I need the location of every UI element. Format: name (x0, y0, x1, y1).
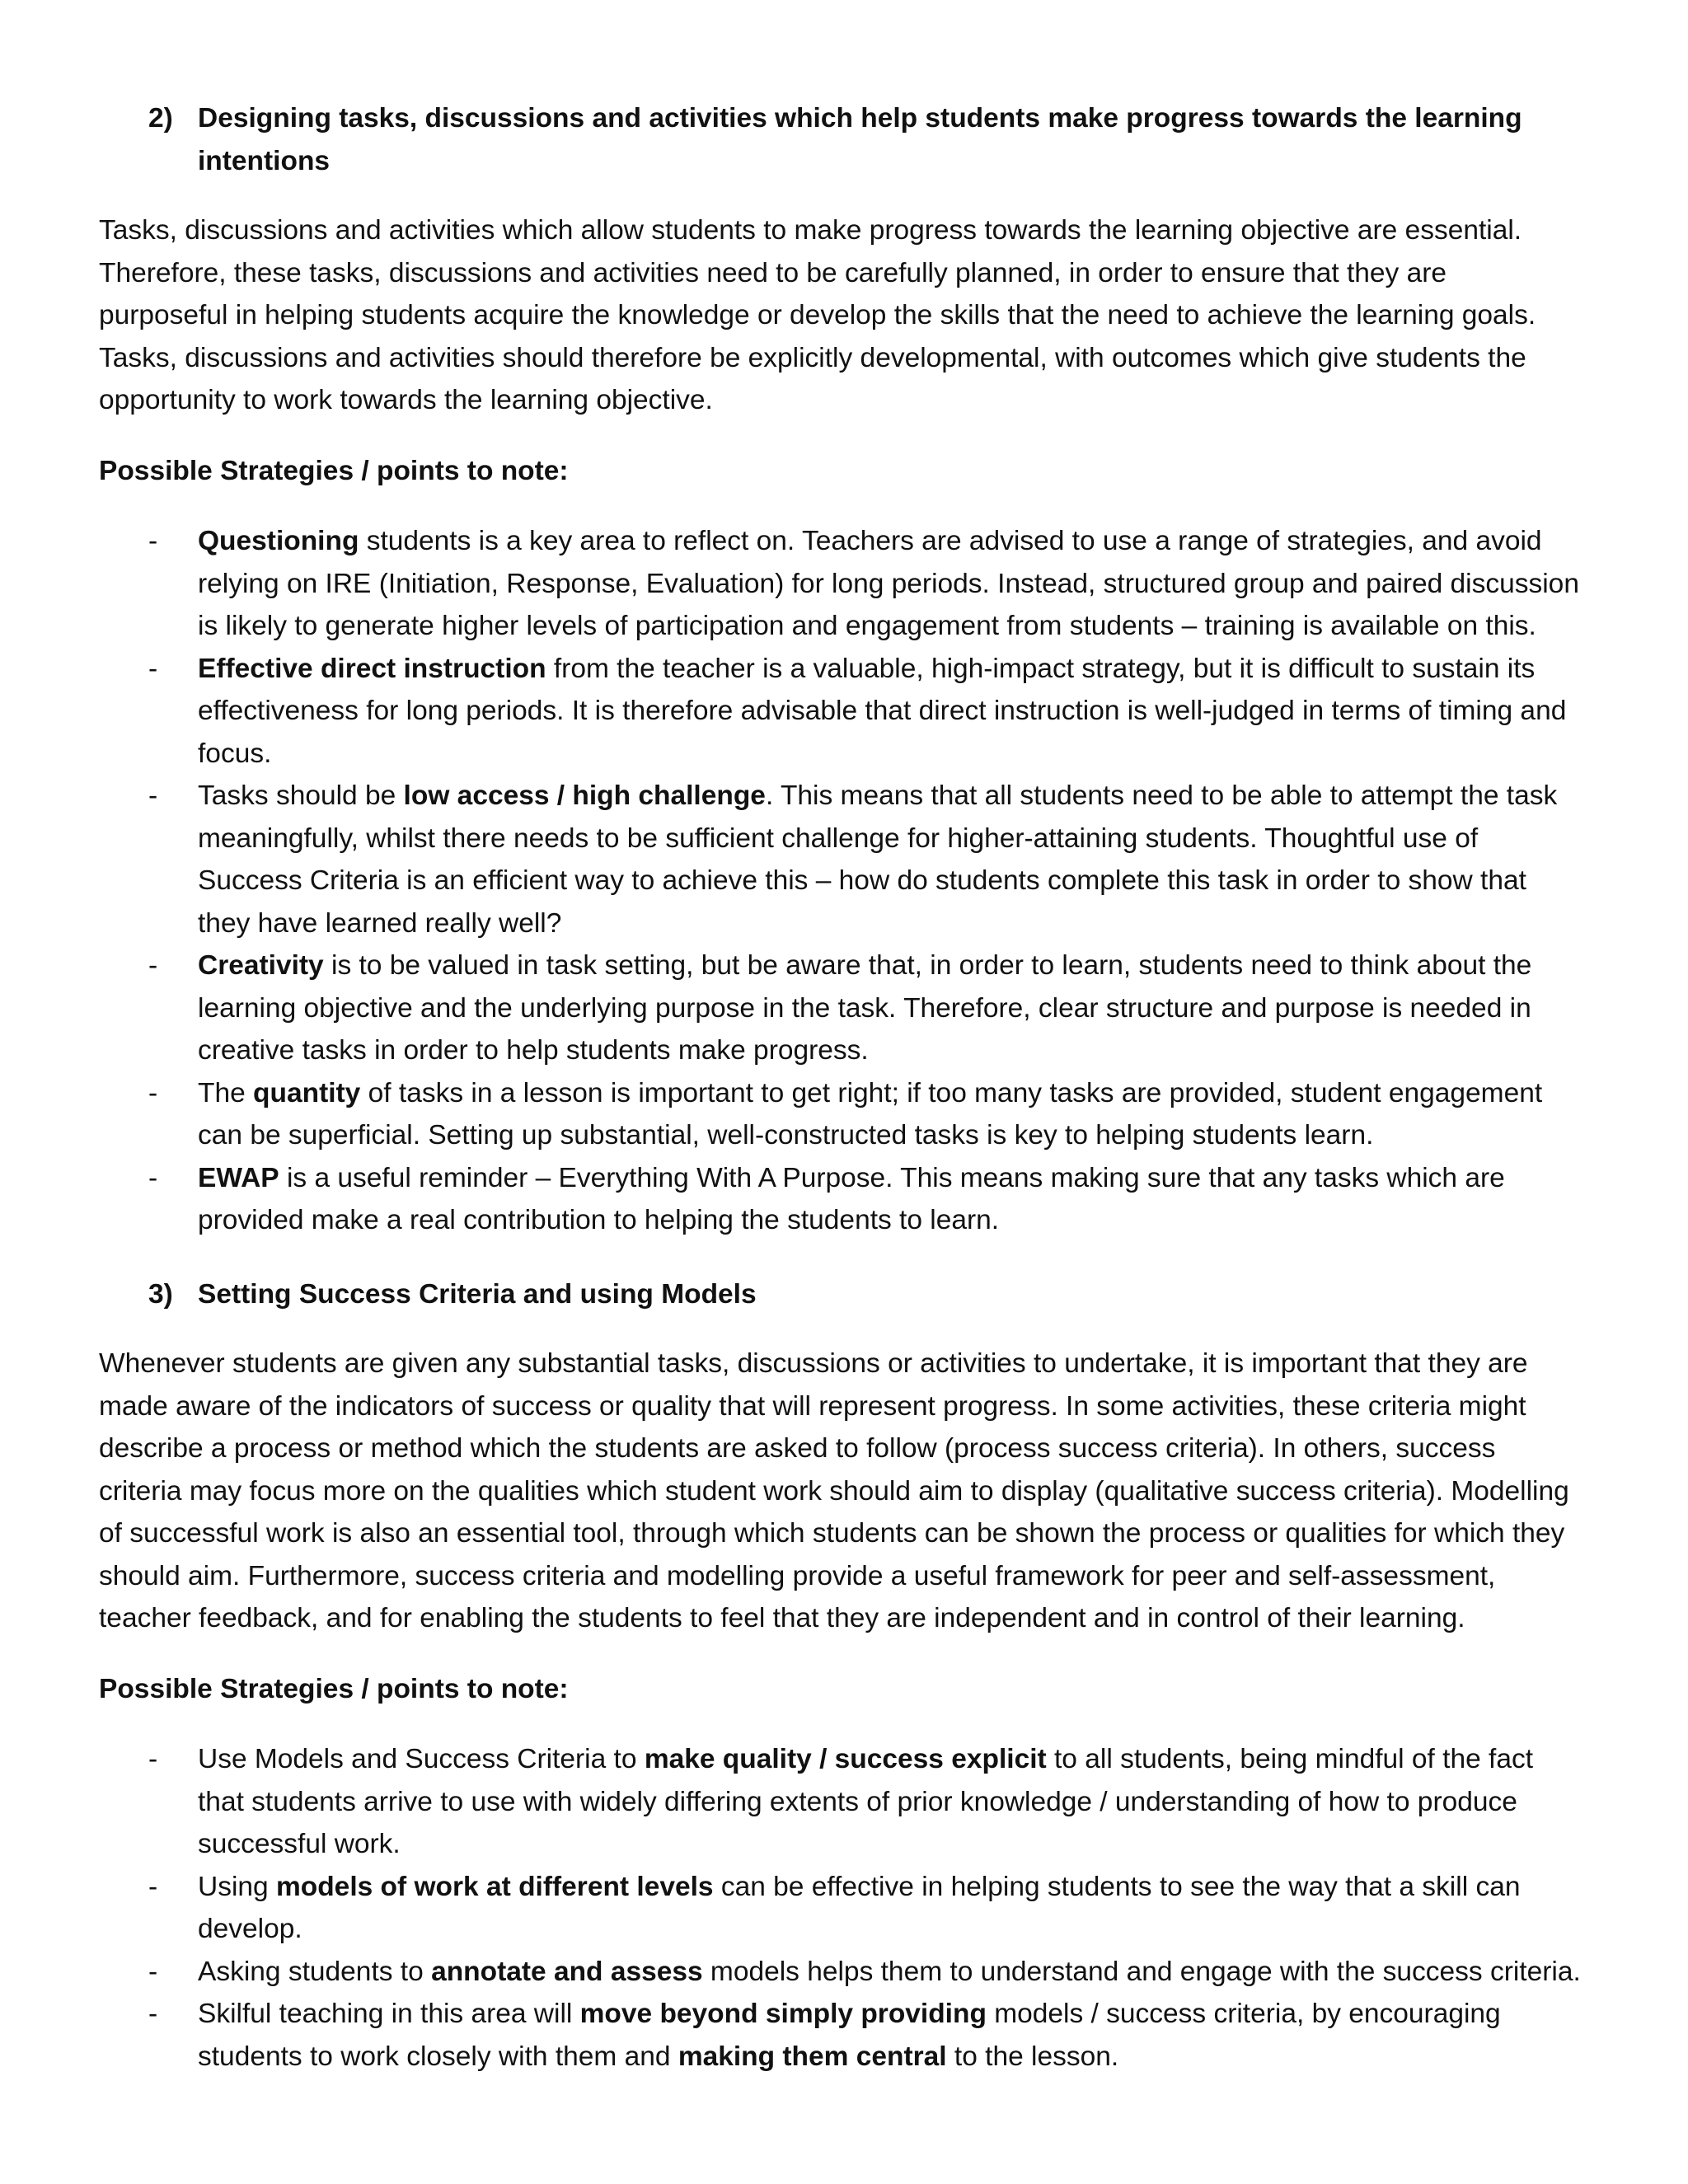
section-3-title: Setting Success Criteria and using Models (198, 1278, 757, 1310)
list-item: - Using models of work at different levels can be effective in helping students to see the way that a skill can develop. (99, 1866, 1582, 1951)
section-2-heading (148, 97, 1582, 182)
section-3-bullet-list (99, 1738, 1582, 2078)
section-3-heading (148, 1273, 1582, 1316)
bullet-keyword: annotate and assess (431, 1956, 703, 1987)
bullet-marker: - (148, 950, 158, 981)
bullet-keyword: EWAP (198, 1162, 279, 1193)
list-item: - Use Models and Success Criteria to make quality / success explicit to all students, being mindful of the fact that students arrive to use with widely differing extents of prior knowledge / understanding of how to produce successful work. (99, 1738, 1582, 1866)
bullet-keyword: low access / high challenge (403, 780, 766, 811)
bullet-marker: - (148, 526, 158, 556)
bullet-marker: - (148, 653, 158, 684)
bullet-marker: - (148, 1162, 158, 1193)
bullet-marker: - (148, 780, 158, 811)
bullet-keyword: quantity (253, 1077, 361, 1108)
bullet-keyword: making them central (678, 2041, 947, 2072)
document-page (99, 97, 1582, 2109)
section-2-bullet-list (99, 520, 1582, 1242)
bullet-marker: - (148, 1744, 158, 1774)
list-item: - Effective direct instruction from the teacher is a valuable, high-impact strategy, but it is difficult to sustain its effectiveness for long periods. It is therefore advisable that direct instruction is well-judged in terms of timing and focus. (99, 648, 1582, 776)
section-2-number: 2) (148, 103, 173, 134)
section-2-strategies-title: Possible Strategies / points to note: (99, 455, 569, 486)
section-3-number: 3) (148, 1278, 173, 1310)
list-item: - Tasks should be low access / high challenge. This means that all students need to be able to attempt the task meaningfully, whilst there needs to be sufficient challenge for higher-attaining students. Thoughtful use of Success Criteria is an efficient way to achieve this – how do students complete this task in order to show that they have learned really well? (99, 775, 1582, 944)
bullet-marker: - (148, 1956, 158, 1987)
list-item: - Asking students to annotate and assess models helps them to understand and engage with the success criteria. (99, 1951, 1582, 1994)
section-2-paragraph: Tasks, discussions and activities which allow students to make progress towards the learning objective are essential. Therefore, these tasks, discussions and activities need to be carefully planned, in order to ensure that they are purposeful in helping students acquire the knowledge or develop the skills that the need to achieve the learning goals. Tasks, discussions and activities should therefore be explicitly developmental, with outcomes which give students the opportunity to work towards the learning objective. (99, 215, 1536, 415)
list-item: - The quantity of tasks in a lesson is important to get right; if too many tasks are provided, student engagement can be superficial. Setting up substantial, well-constructed tasks is key to helping students learn. (99, 1072, 1582, 1157)
list-item: - Creativity is to be valued in task setting, but be aware that, in order to learn, students need to think about the learning objective and the underlying purpose in the task. Therefore, clear structure and purpose is needed in creative tasks in order to help students make progress. (99, 944, 1582, 1072)
bullet-keyword: Creativity (198, 950, 324, 981)
section-3-paragraph: Whenever students are given any substantial tasks, discussions or activities to undertake, it is important that they are made aware of the indicators of success or quality that will represent progress. In some activities, these criteria might describe a process or method which the students are asked to follow (process success criteria). In others, success criteria may focus more on the qualities which student work should aim to display (qualitative success criteria). Modelling of successful work is also an essential tool, through which students can be shown the process or qualities for which they should aim. Furthermore, success criteria and modelling provide a useful framework for peer and self-assessment, teacher feedback, and for enabling the students to feel that they are independent and in control of their learning. (99, 1348, 1569, 1633)
list-item: - EWAP is a useful reminder – Everything With A Purpose. This means making sure that any tasks which are provided make a real contribution to helping the students to learn. (99, 1157, 1582, 1242)
bullet-marker: - (148, 1871, 158, 1902)
section-3-strategies-title: Possible Strategies / points to note: (99, 1673, 569, 1704)
list-item: - Skilful teaching in this area will move beyond simply providing models / success criteria, by encouraging students to work closely with them and making them central to the lesson. (99, 1993, 1582, 2078)
bullet-keyword: move beyond simply providing (579, 1999, 987, 2029)
bullet-marker: - (148, 1999, 158, 2029)
section-2-title: Designing tasks, discussions and activities which help students make progress towards the learning intentions (198, 103, 1522, 176)
bullet-keyword: Questioning (198, 526, 359, 556)
bullet-keyword: models of work at different levels (275, 1871, 714, 1902)
bullet-marker: - (148, 1077, 158, 1108)
bullet-keyword: make quality / success explicit (644, 1744, 1047, 1774)
list-item: - Questioning students is a key area to reflect on. Teachers are advised to use a range of strategies, and avoid relying on IRE (Initiation, Response, Evaluation) for long periods. Instead, structured group and paired discussion is likely to generate higher levels of participation and engagement from students – training is available on this. (99, 520, 1582, 648)
bullet-keyword: Effective direct instruction (198, 653, 546, 684)
